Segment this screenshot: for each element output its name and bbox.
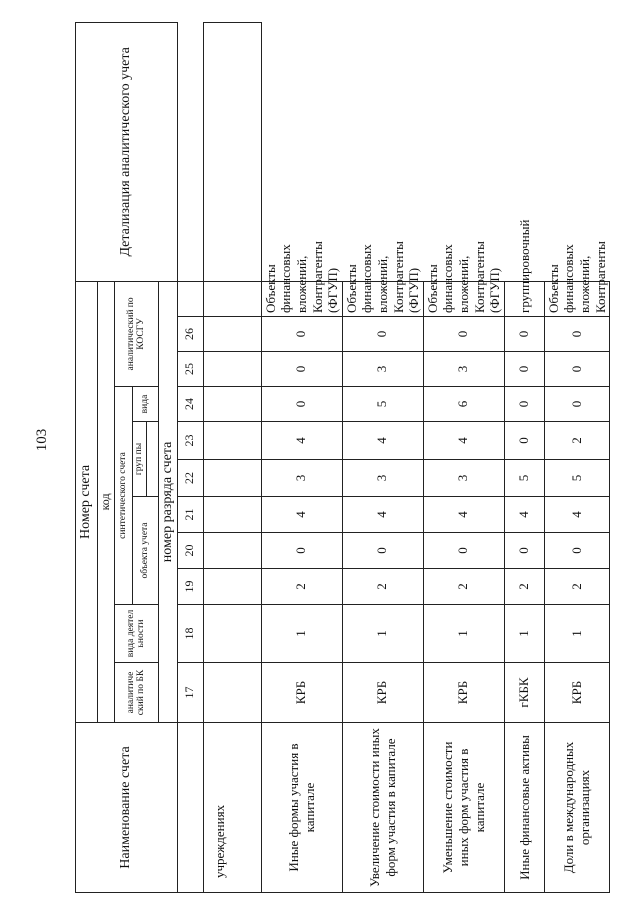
table-row	[423, 22, 504, 892]
cell: 0	[544, 387, 609, 422]
cell	[203, 497, 261, 533]
cell: 2	[544, 569, 609, 605]
header-code: код	[98, 281, 115, 722]
row-bk: КРБ	[544, 663, 609, 723]
accounts-table	[75, 22, 610, 893]
cell	[203, 352, 261, 387]
cell: 2	[261, 569, 342, 605]
header-detail: Детализация аналитического учета	[76, 22, 178, 281]
row-bk: гКБК	[504, 663, 544, 723]
cell: 2	[423, 569, 504, 605]
cell: 0	[423, 533, 504, 569]
cell: 5	[544, 460, 609, 497]
cell	[203, 605, 261, 663]
cell: 5	[342, 387, 423, 422]
row-bk: КРБ	[261, 663, 342, 723]
column-number: 21	[177, 497, 203, 533]
cell: 0	[504, 317, 544, 352]
header-account-number: Номер счета	[76, 281, 98, 722]
table-row	[504, 22, 544, 892]
cell: 3	[342, 352, 423, 387]
row-name: Иные формы участия в капитале	[261, 723, 342, 893]
table-row	[342, 22, 423, 892]
row-name: учреждениях	[203, 723, 261, 893]
column-number: 22	[177, 460, 203, 497]
row-detail: Объекты финансовых вложений, Контрагенты (ФГУП)	[261, 281, 342, 316]
cell: 4	[342, 422, 423, 460]
header-group: груп пы	[132, 422, 146, 497]
cell: 0	[504, 387, 544, 422]
cell: 0	[342, 317, 423, 352]
cell: 4	[544, 497, 609, 533]
column-number: 19	[177, 569, 203, 605]
cell: 4	[261, 497, 342, 533]
cell: 1	[261, 605, 342, 663]
cell: 0	[261, 352, 342, 387]
cell: 0	[544, 317, 609, 352]
cell	[203, 387, 261, 422]
cell: 2	[504, 569, 544, 605]
cell: 1	[423, 605, 504, 663]
cell: 0	[423, 317, 504, 352]
row-detail: Объекты финансовых вложений, Контрагенты	[544, 281, 609, 316]
row-detail: Объекты финансовых вложений, Контрагенты (ФГУП)	[423, 281, 504, 316]
table-row	[544, 22, 609, 892]
cell: 0	[504, 422, 544, 460]
column-number: 18	[177, 605, 203, 663]
cell: 4	[261, 422, 342, 460]
header-group-spacer	[146, 422, 158, 497]
row-name: Иные финансовые активы	[504, 723, 544, 893]
cell: 3	[423, 352, 504, 387]
cell: 1	[342, 605, 423, 663]
column-number-blank	[177, 281, 203, 316]
cell: 0	[544, 352, 609, 387]
cell: 1	[504, 605, 544, 663]
cell	[203, 663, 261, 723]
cell: 3	[423, 460, 504, 497]
cell: 0	[504, 352, 544, 387]
cell: 3	[261, 460, 342, 497]
cell	[203, 281, 261, 316]
row-bk: КРБ	[342, 663, 423, 723]
row-bk: КРБ	[423, 663, 504, 723]
cell	[203, 460, 261, 497]
table-row	[203, 22, 261, 892]
header-row-1	[76, 22, 98, 892]
cell: 4	[423, 422, 504, 460]
column-number: 25	[177, 352, 203, 387]
cell	[203, 22, 261, 281]
cell: 5	[504, 460, 544, 497]
table-row	[261, 22, 342, 892]
row-name: Уменьшение стоимости иных форм участия в капитале	[423, 723, 504, 893]
header-object: объекта учета	[132, 497, 158, 605]
cell	[203, 569, 261, 605]
header-analytic-kosgu: аналитический по КОСГУ	[114, 281, 158, 386]
cell: 4	[504, 497, 544, 533]
header-activity-type: вида деятел ьности	[114, 605, 158, 663]
cell	[203, 533, 261, 569]
header-kind: вида	[132, 387, 158, 422]
header-account-name: Наименование счета	[76, 723, 178, 893]
cell: 0	[261, 387, 342, 422]
cell: 0	[342, 533, 423, 569]
cell: 1	[544, 605, 609, 663]
row-name: Доли в международных организациях	[544, 723, 609, 893]
cell: 2	[544, 422, 609, 460]
rotated-page	[75, 33, 608, 893]
cell: 4	[342, 497, 423, 533]
row-detail: группировочный	[504, 281, 544, 316]
column-number: 23	[177, 422, 203, 460]
column-number: 20	[177, 533, 203, 569]
cell: 6	[423, 387, 504, 422]
cell: 4	[423, 497, 504, 533]
header-digit-number: номер разряда счета	[158, 281, 177, 722]
cell: 3	[342, 460, 423, 497]
cell: 0	[544, 533, 609, 569]
column-number-row	[177, 22, 203, 892]
cell: 0	[504, 533, 544, 569]
column-number-blank	[177, 723, 203, 893]
column-number: 17	[177, 663, 203, 723]
header-analytic-bk: аналитиче ский по БК	[114, 663, 158, 723]
column-number: 26	[177, 317, 203, 352]
row-name: Увеличение стоимости иных форм участия в капитале	[342, 723, 423, 893]
cell: 0	[261, 317, 342, 352]
cell	[203, 317, 261, 352]
cell: 0	[261, 533, 342, 569]
page-number: 103	[33, 428, 50, 452]
cell	[203, 422, 261, 460]
cell: 2	[342, 569, 423, 605]
header-synthetic: синтетического счета	[114, 387, 132, 605]
row-detail: Объекты финансовых вложений, Контрагенты (ФГУП)	[342, 281, 423, 316]
column-number: 24	[177, 387, 203, 422]
